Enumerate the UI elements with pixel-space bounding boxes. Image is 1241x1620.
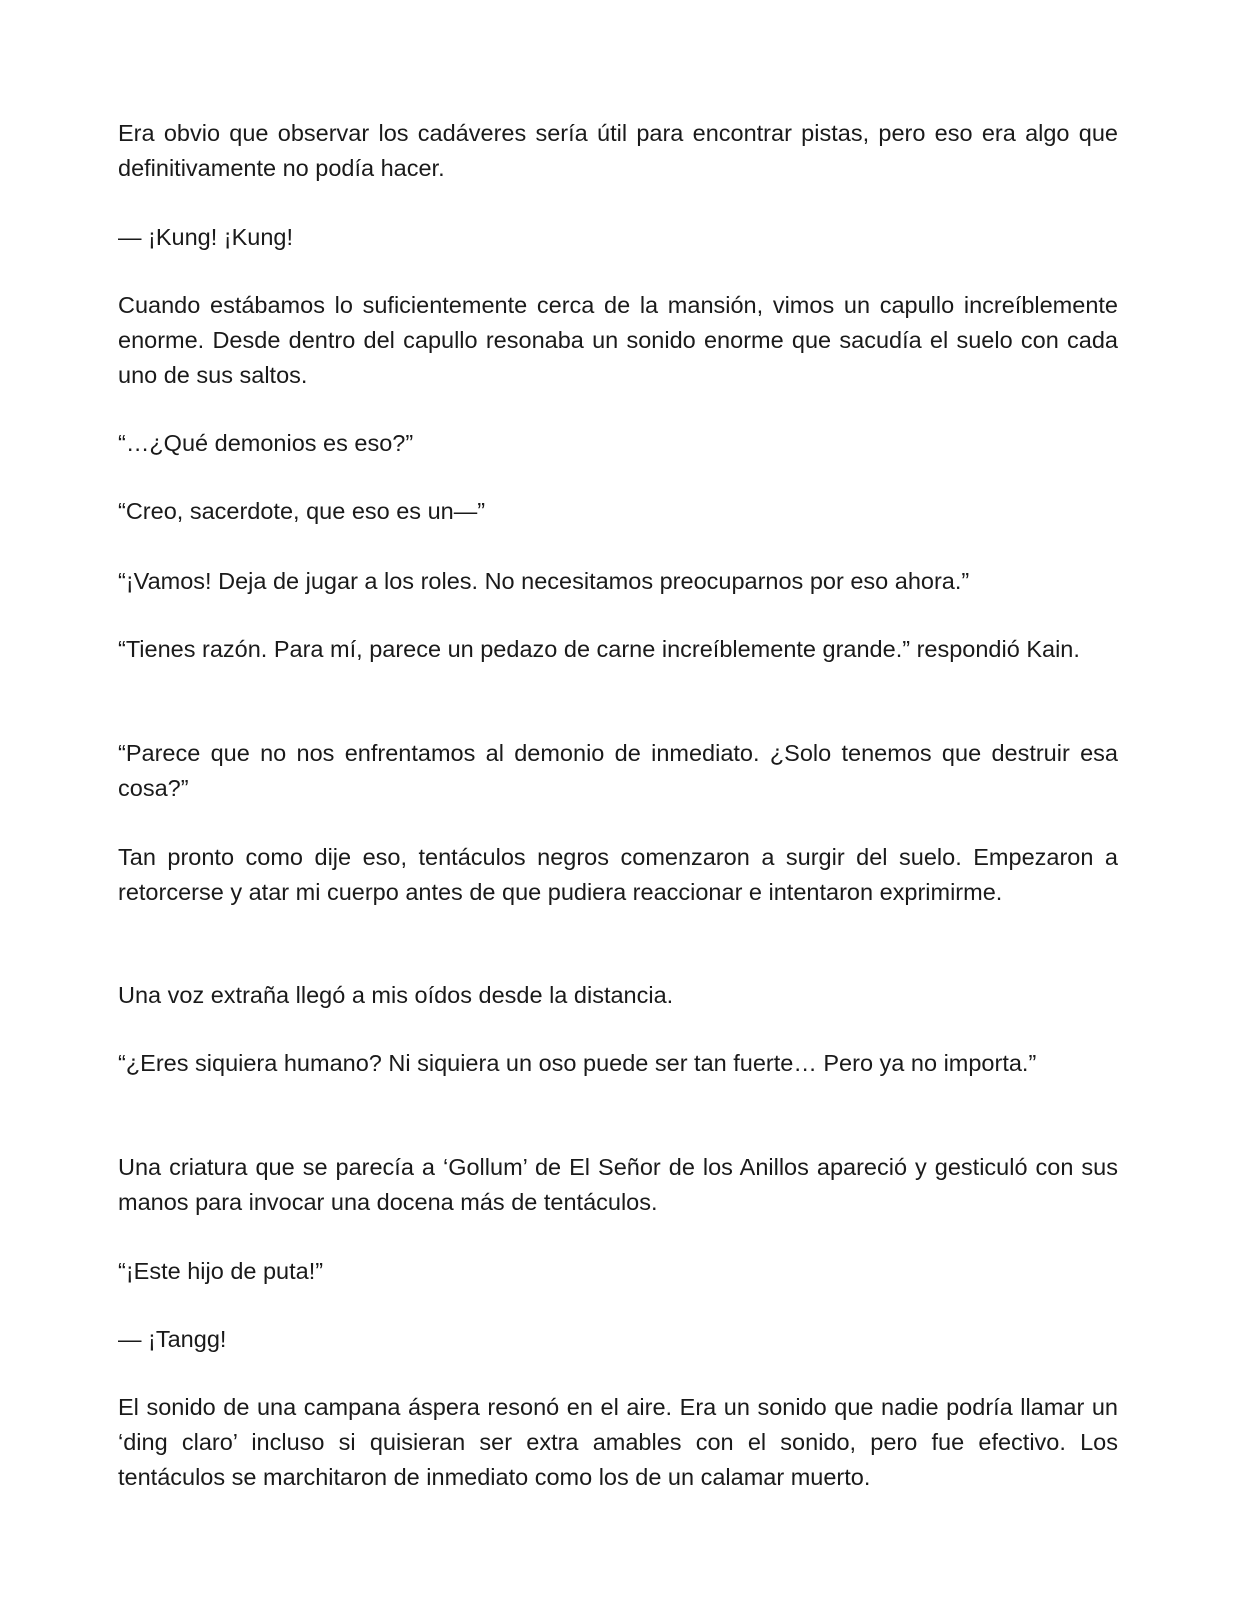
paragraph: Tan pronto como dije eso, tentáculos negros comenzaron a surgir del suelo. Empezaron a retorcerse y atar mi cuerpo antes de que pudiera reaccionar e intentaron exprimirme. — [118, 844, 1118, 905]
paragraph: “¿Eres siquiera humano? Ni siquiera un oso puede ser tan fuerte… Pero ya no importa.” — [118, 1050, 1037, 1076]
paragraph: Cuando estábamos lo suficientemente cerca de la mansión, vimos un capullo increíblemente enorme. Desde dentro del capullo resonaba un sonido enorme que sacudía el suelo con cada uno de sus saltos. — [118, 292, 1118, 388]
paragraph: — ¡Kung! ¡Kung! — [118, 224, 294, 250]
paragraph: “¡Este hijo de puta!” — [118, 1258, 324, 1284]
paragraph: “Parece que no nos enfrentamos al demonio de inmediato. ¿Solo tenemos que destruir esa cosa?” — [118, 740, 1118, 801]
paragraph: — ¡Tangg! — [118, 1326, 227, 1352]
paragraph: Una voz extraña llegó a mis oídos desde la distancia. — [118, 982, 674, 1008]
paragraph: Una criatura que se parecía a ‘Gollum’ de El Señor de los Anillos apareció y gesticuló con sus manos para invocar una docena más de tentáculos. — [118, 1154, 1118, 1215]
paragraph: “¡Vamos! Deja de jugar a los roles. No necesitamos preocuparnos por eso ahora.” — [118, 568, 970, 594]
paragraph: “Tienes razón. Para mí, parece un pedazo de carne increíblemente grande.” respondió Kain. — [118, 636, 1080, 662]
paragraph: “…¿Qué demonios es eso?” — [118, 430, 414, 456]
paragraph: “Creo, sacerdote, que eso es un—” — [118, 498, 486, 524]
paragraph: El sonido de una campana áspera resonó en el aire. Era un sonido que nadie podría llamar un ‘ding claro’ incluso si quisieran ser extra amables con el sonido, pero fue efectivo. Los tentáculos se marchitaron de inmediato como los de un calamar muerto. — [118, 1394, 1118, 1490]
paragraph: Era obvio que observar los cadáveres sería útil para encontrar pistas, pero eso era algo que definitivamente no podía hacer. — [118, 120, 1118, 181]
